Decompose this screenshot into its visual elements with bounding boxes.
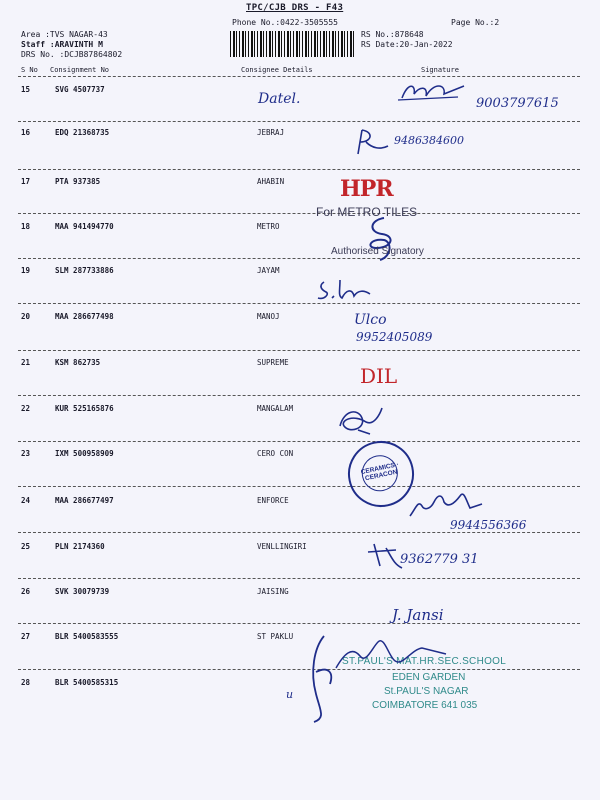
row-sno: 28 (21, 678, 31, 687)
stamp-ceracon-text: CERAMICS · CERACON (360, 461, 400, 483)
stamp-stpauls-line2: EDEN GARDEN (392, 672, 466, 683)
row-sno: 18 (21, 222, 31, 231)
handwritten-phone-r25: 9362779 31 (400, 552, 479, 567)
signature-r16 (352, 128, 392, 158)
row-sno: 21 (21, 358, 31, 367)
page-number: Page No.:2 (451, 18, 500, 27)
row-rule (18, 486, 580, 487)
row-consignment: PTA 937385 (55, 177, 101, 186)
stamp-stpauls-line1: ST.PAUL'S MAT.HR.SEC.SCHOOL (342, 656, 507, 667)
row-sno: 22 (21, 404, 31, 413)
row-consignment: MAA 286677498 (55, 312, 114, 321)
col-consignee: Consignee Details (241, 66, 313, 74)
row-rule (18, 303, 580, 304)
row-sno: 15 (21, 85, 31, 94)
row-rule (18, 578, 580, 579)
handwritten-phone-r15: 9003797615 (476, 96, 559, 111)
drs-number: DRS No. :DCJB87864802 (21, 50, 123, 59)
col-sno: S No (21, 66, 38, 74)
row-consignee: ST PAKLU (257, 632, 294, 641)
signature-r15 (398, 80, 468, 104)
phone-number: Phone No.:0422-3505555 (232, 18, 338, 27)
row-consignment: PLN 2174360 (55, 542, 105, 551)
row-consignee: MANGALAM (257, 404, 294, 413)
row-sno: 20 (21, 312, 31, 321)
row-consignment: SVK 30079739 (55, 587, 110, 596)
row-consignee: METRO (257, 222, 280, 231)
handwritten-phone-r20: 9952405089 (356, 330, 433, 344)
row-consignee: MANOJ (257, 312, 280, 321)
handwritten-name-r15: Datel. (258, 91, 301, 107)
sheet-title: TPC/CJB DRS - F43 (246, 3, 344, 13)
row-rule (18, 350, 580, 351)
barcode-image (230, 31, 354, 57)
col-consignment: Consignment No (50, 66, 110, 74)
row-rule (18, 213, 580, 214)
row-rule (18, 169, 580, 170)
row-consignment: EDQ 21368735 (55, 128, 110, 137)
row-rule (18, 623, 580, 624)
row-consignee: JEBRAJ (257, 128, 285, 137)
row-sno: 19 (21, 266, 31, 275)
row-rule (18, 258, 580, 259)
row-sno: 25 (21, 542, 31, 551)
handwritten-initials-r21: DIL (360, 364, 398, 388)
handwritten-mark-r28: u (286, 688, 294, 701)
stamp-stpauls-line3: St.PAUL'S NAGAR (384, 686, 469, 697)
row-consignment: KSM 862735 (55, 358, 101, 367)
handwritten-phone-r24: 9944556366 (450, 518, 527, 532)
row-consignment: SLM 287733886 (55, 266, 114, 275)
row-rule (18, 121, 580, 122)
stamp-metro-company: For METRO TILES (316, 205, 418, 219)
row-sno: 16 (21, 128, 31, 137)
area-label: Area :TVS NAGAR-43 (21, 30, 108, 39)
signature-r28 (330, 634, 450, 674)
row-consignee: JAYAM (257, 266, 280, 275)
row-consignment: SVG 4507737 (55, 85, 105, 94)
row-sno: 17 (21, 177, 31, 186)
row-rule (18, 532, 580, 533)
row-consignment: BLR 5400583555 (55, 632, 119, 641)
row-rule (18, 395, 580, 396)
row-consignment: IXM 500958909 (55, 449, 114, 458)
signature-r19 (316, 276, 376, 304)
row-sno: 27 (21, 632, 31, 641)
stamp-metro-signatory: Authorised Signatory (331, 246, 424, 257)
rs-number: RS No.:878648 (361, 30, 424, 39)
staff-label: Staff :ARAVINTH M (21, 40, 103, 49)
handwritten-initials-r17: HPR (340, 176, 393, 202)
row-consignee: AHABIN (257, 177, 285, 186)
row-consignment: MAA 286677497 (55, 496, 114, 505)
row-sno: 24 (21, 496, 31, 505)
row-rule (18, 669, 580, 670)
row-consignee: SUPREME (257, 358, 289, 367)
row-consignment: BLR 5400585315 (55, 678, 119, 687)
handwritten-name-r26: J. Jansi (392, 606, 444, 624)
signature-r24 (404, 486, 484, 522)
row-sno: 26 (21, 587, 31, 596)
row-consignment: MAA 941494770 (55, 222, 114, 231)
row-consignment: KUR 525165876 (55, 404, 114, 413)
row-consignee: JAISING (257, 587, 289, 596)
row-rule (18, 441, 580, 442)
row-consignee: CERO CON (257, 449, 294, 458)
row-consignee: ENFORCE (257, 496, 289, 505)
signature-r22 (336, 404, 386, 436)
handwritten-phone-r16: 9486384600 (394, 134, 464, 147)
col-signature: Signature (421, 66, 459, 74)
row-consignee: VENLLINGIRI (257, 542, 307, 551)
handwritten-name-r20: Ulco (354, 312, 387, 328)
header-rule (18, 76, 580, 77)
row-sno: 23 (21, 449, 31, 458)
rs-date: RS Date:20-Jan-2022 (361, 40, 453, 49)
stamp-stpauls-line4: COIMBATORE 641 035 (372, 700, 478, 711)
